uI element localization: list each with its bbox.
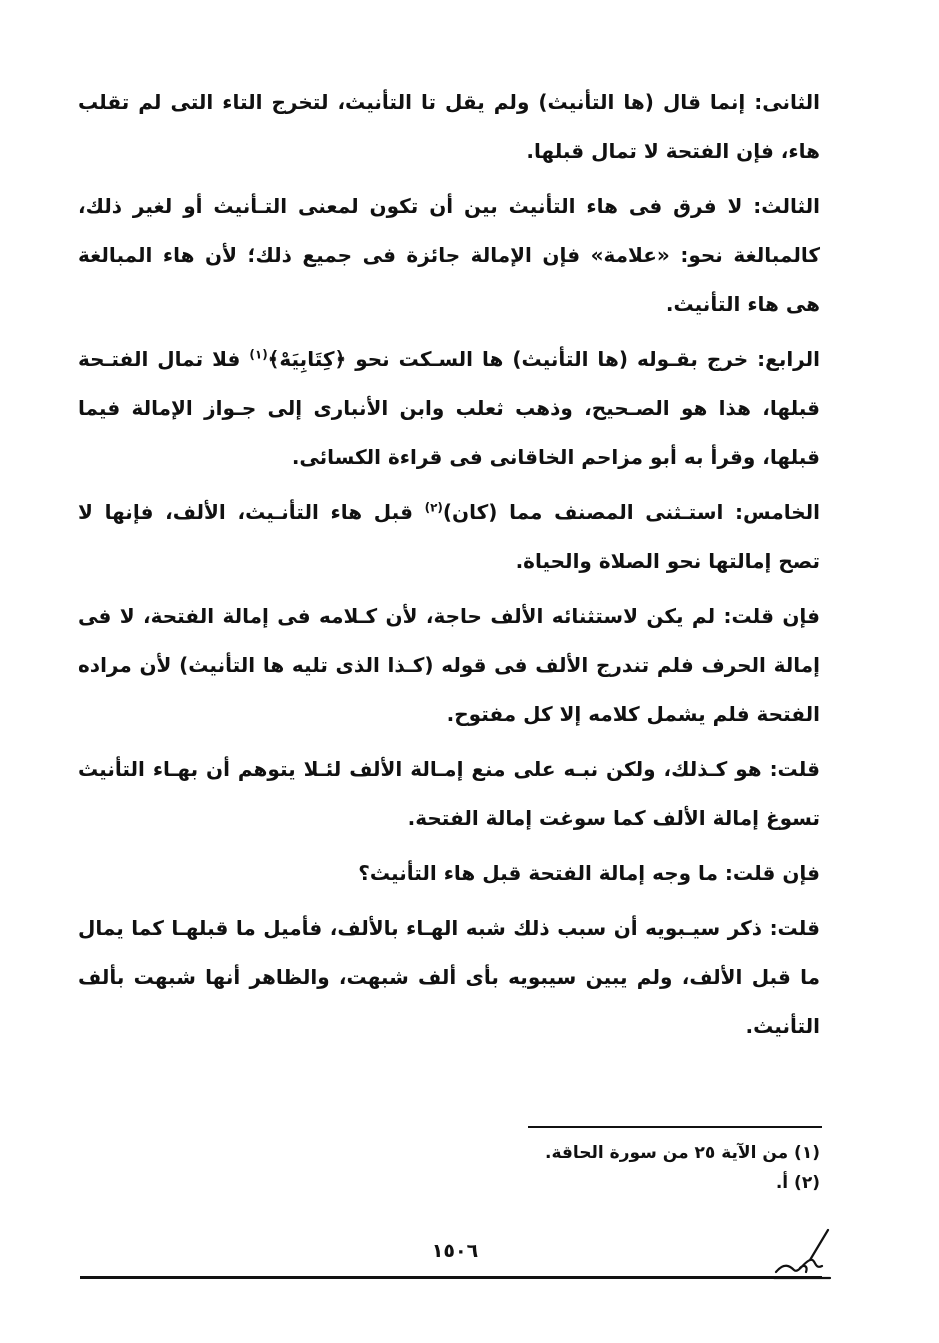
footnote-2: (٢) أ.: [775, 1173, 820, 1193]
paragraph-text: استـثنى المصنف مما (كان): [442, 500, 736, 524]
paragraph-fourth: [78, 335, 820, 482]
page-number: ١٥٠٦: [431, 1240, 479, 1262]
footnote-ref: (١): [249, 347, 268, 362]
paragraph-lead: فإن قلت:: [723, 604, 820, 628]
page-bottom-rule: [80, 1276, 822, 1279]
paragraph-text: لا فرق فى هاء التأنيث بين أن تكون لمعنى التـأنيث أو لغير ذلك، كالمبالغة نحو: «علامة» فإن الإمالة جائزة فى جميع ذلك؛ لأن هاء المبالغة هى هاء التأنيث.: [78, 194, 820, 316]
paragraph-text: خرج بقـوله (ها التأنيث) ها السـكت نحو ﴿كِتَابِيَهْ﴾: [267, 347, 758, 371]
paragraph-lead: قلت:: [769, 757, 820, 781]
paragraph-lead: قلت:: [769, 916, 820, 940]
paragraph-text: فلا تمال الفتـحة قبلها، هذا هو الصـحيح، وذهب ثعلب وابن الأنبارى إلى جـواز الإمالة فيما قبلها، وقرأ به أبو مزاحم الخاقانى فى قراءة الكسائى.: [78, 347, 820, 469]
paragraph-second: [78, 78, 820, 176]
paragraph-text: ذكر سيـبويه أن سبب ذلك شبه الهـاء بالألف، فأميل ما قبلهـا كما يمال ما قبل الألف، ولم يبين سيبويه بأى ألف شبهت، والظاهر أنها شبهت بألف التأنيث.: [78, 916, 820, 1038]
paragraph-text: إنما قال (ها التأنيث) ولم يقل تا التأنيث، لتخرج التاء التى لم تقلب هاء، فإن الفتحة لا تمال قبلها.: [78, 90, 820, 163]
paragraph-answer-2: [78, 904, 820, 1051]
signature-icon: [770, 1222, 834, 1282]
footnote-1: (١) من الآية ٢٥ من سورة الحاقة.: [545, 1143, 820, 1163]
paragraph-lead: الثانى:: [754, 90, 820, 114]
paragraph-question-2: [78, 849, 820, 898]
paragraph-text: هو كـذلك، ولكن نبـه على منع إمـالة الألف لئـلا يتوهم أن بهـاء التأنيث تسوغ إمالة الألف كما سوغت إمالة الفتحة.: [78, 757, 820, 830]
paragraph-lead: الثالث:: [753, 194, 820, 218]
paragraph-question-1: [78, 592, 820, 739]
footnotes: [300, 1138, 820, 1198]
paragraph-text: لم يكن لاستثنائه الألف حاجة، لأن كـلامه فى إمالة الفتحة، لا فى إمالة الحرف فلم تندرج الألف فى قوله (كـذا الذى تليه ها التأنيث) لأن مراده الفتحة فلم يشمل كلامه إلا كل مفتوح.: [78, 604, 820, 726]
main-text: [78, 78, 820, 1057]
paragraph-text: ما وجه إمالة الفتحة قبل هاء التأنيث؟: [358, 861, 725, 885]
paragraph-answer-1: [78, 745, 820, 843]
paragraph-lead: الخامس:: [735, 500, 820, 524]
footnote-divider: [528, 1126, 822, 1128]
footnote-ref: (٢): [424, 500, 443, 515]
paragraph-text: قبل هاء التأنـيث، الألف، فإنها لا تصح إمالتها نحو الصلاة والحياة.: [78, 500, 820, 573]
paragraph-third: [78, 182, 820, 329]
paragraph-fifth: [78, 488, 820, 586]
paragraph-lead: فإن قلت:: [724, 861, 820, 885]
paragraph-lead: الرابع:: [757, 347, 820, 371]
